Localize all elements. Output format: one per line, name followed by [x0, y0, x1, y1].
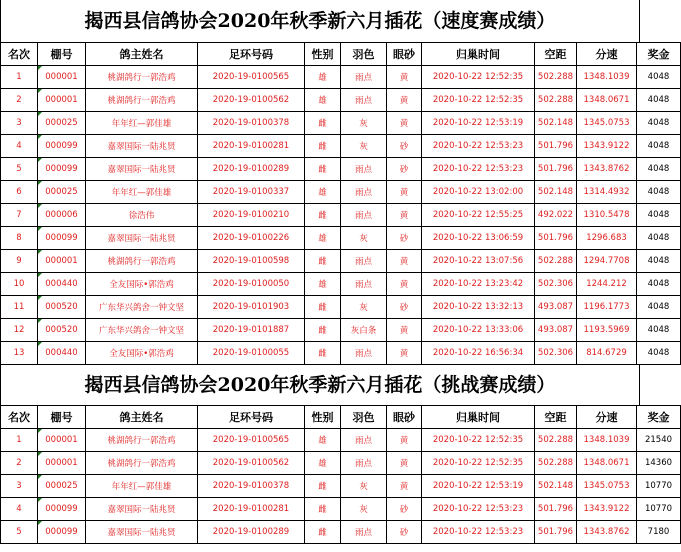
sex-cell: 雌 — [305, 296, 341, 319]
owner-name-cell: 桃湖鸽行一郭浩鸡 — [86, 452, 198, 475]
owner-name-cell: 嘉翠国际一陆兆贤 — [86, 498, 198, 521]
table-row — [1, 204, 681, 227]
arrival-time-cell: 2020-10-22 12:53:23 — [422, 498, 535, 521]
arrival-time-cell: 2020-10-22 13:07:56 — [422, 250, 535, 273]
plumage-cell: 雨点 — [341, 273, 387, 296]
plumage-cell: 灰 — [341, 112, 387, 135]
rank-cell: 5 — [1, 521, 38, 544]
arrival-time-cell: 2020-10-22 12:53:23 — [422, 158, 535, 181]
distance-cell: 501.796 — [535, 135, 577, 158]
loft-number-cell: 000025 — [38, 112, 86, 135]
speed-cell: 1348.0671 — [577, 89, 637, 112]
prize-cell: 21540 — [637, 429, 681, 452]
column-header: 空距 — [535, 43, 577, 66]
column-header: 鸽主姓名 — [86, 43, 198, 66]
table-row — [1, 273, 681, 296]
speed-cell: 1348.1039 — [577, 66, 637, 89]
eye-cell: 黄 — [387, 250, 422, 273]
plumage-cell: 雨点 — [341, 89, 387, 112]
distance-cell: 502.306 — [535, 273, 577, 296]
prize-cell: 4048 — [637, 273, 681, 296]
distance-cell: 502.148 — [535, 475, 577, 498]
loft-number-cell: 000025 — [38, 475, 86, 498]
column-header: 分速 — [577, 406, 637, 429]
distance-cell: 493.087 — [535, 296, 577, 319]
header-row — [1, 43, 681, 66]
owner-name-cell: 桃湖鸽行一郭浩鸡 — [86, 429, 198, 452]
ring-number-cell: 2020-19-0100565 — [198, 66, 305, 89]
eye-cell: 黄 — [387, 181, 422, 204]
owner-name-cell: 年年红—郭佳雄 — [86, 181, 198, 204]
plumage-cell: 灰白条 — [341, 319, 387, 342]
plumage-cell: 灰 — [341, 498, 387, 521]
ring-number-cell: 2020-19-0100050 — [198, 273, 305, 296]
plumage-cell: 雨点 — [341, 250, 387, 273]
owner-name-cell: 嘉翠国际一陆兆贤 — [86, 135, 198, 158]
arrival-time-cell: 2020-10-22 12:53:23 — [422, 135, 535, 158]
distance-cell: 502.288 — [535, 89, 577, 112]
ring-number-cell: 2020-19-0100281 — [198, 498, 305, 521]
speed-race-table — [0, 42, 681, 365]
arrival-time-cell: 2020-10-22 12:52:35 — [422, 89, 535, 112]
speed-cell: 1343.9122 — [577, 135, 637, 158]
owner-name-cell: 桃湖鸽行一郭浩鸡 — [86, 66, 198, 89]
arrival-time-cell: 2020-10-22 12:55:25 — [422, 204, 535, 227]
arrival-time-cell: 2020-10-22 12:52:35 — [422, 66, 535, 89]
ring-number-cell: 2020-19-0101887 — [198, 319, 305, 342]
plumage-cell: 灰 — [341, 296, 387, 319]
column-header: 足环号码 — [198, 406, 305, 429]
rank-cell: 2 — [1, 452, 38, 475]
owner-name-cell: 嘉翠国际一陆兆贤 — [86, 158, 198, 181]
table-row — [1, 250, 681, 273]
table-row — [1, 135, 681, 158]
table-row — [1, 475, 681, 498]
column-header: 名次 — [1, 406, 38, 429]
ring-number-cell: 2020-19-0100055 — [198, 342, 305, 365]
plumage-cell: 灰 — [341, 227, 387, 250]
arrival-time-cell: 2020-10-22 13:33:06 — [422, 319, 535, 342]
table-row — [1, 429, 681, 452]
distance-cell: 502.306 — [535, 342, 577, 365]
arrival-time-cell: 2020-10-22 13:06:59 — [422, 227, 535, 250]
speed-cell: 1348.1039 — [577, 429, 637, 452]
rank-cell: 4 — [1, 135, 38, 158]
plumage-cell: 雨点 — [341, 452, 387, 475]
speed-cell: 1314.4932 — [577, 181, 637, 204]
speed-cell: 1296.683 — [577, 227, 637, 250]
owner-name-cell: 桃湖鸽行一郭浩鸡 — [86, 250, 198, 273]
rank-cell: 3 — [1, 475, 38, 498]
ring-number-cell: 2020-19-0100210 — [198, 204, 305, 227]
column-header: 奖金 — [637, 406, 681, 429]
ring-number-cell: 2020-19-0100565 — [198, 429, 305, 452]
loft-number-cell: 000006 — [38, 204, 86, 227]
speed-cell: 1343.8762 — [577, 158, 637, 181]
eye-cell: 砂 — [387, 158, 422, 181]
plumage-cell: 雨点 — [341, 158, 387, 181]
eye-cell: 黄 — [387, 475, 422, 498]
loft-number-cell: 000099 — [38, 227, 86, 250]
eye-cell: 黄 — [387, 273, 422, 296]
loft-number-cell: 000025 — [38, 181, 86, 204]
sex-cell: 雄 — [305, 452, 341, 475]
rank-cell: 13 — [1, 342, 38, 365]
rank-cell: 3 — [1, 112, 38, 135]
sex-cell: 雌 — [305, 319, 341, 342]
column-header: 棚号 — [38, 406, 86, 429]
table-row — [1, 181, 681, 204]
column-header: 归巢时间 — [422, 406, 535, 429]
loft-number-cell: 000001 — [38, 250, 86, 273]
sex-cell: 雄 — [305, 181, 341, 204]
owner-name-cell: 年年红—郭佳雄 — [86, 112, 198, 135]
prize-cell: 4048 — [637, 181, 681, 204]
arrival-time-cell: 2020-10-22 13:02:00 — [422, 181, 535, 204]
table-row — [1, 452, 681, 475]
ring-number-cell: 2020-19-0100378 — [198, 112, 305, 135]
eye-cell: 黄 — [387, 452, 422, 475]
owner-name-cell: 广东华兴鸽舍一钟文坚 — [86, 296, 198, 319]
sex-cell: 雌 — [305, 135, 341, 158]
table-row — [1, 296, 681, 319]
rank-cell: 2 — [1, 89, 38, 112]
prize-cell: 10770 — [637, 475, 681, 498]
speed-cell: 814.6729 — [577, 342, 637, 365]
plumage-cell: 灰 — [341, 475, 387, 498]
table-row — [1, 89, 681, 112]
prize-cell: 4048 — [637, 112, 681, 135]
owner-name-cell: 徐浩伟 — [86, 204, 198, 227]
rank-cell: 1 — [1, 429, 38, 452]
eye-cell: 黄 — [387, 342, 422, 365]
table-row — [1, 498, 681, 521]
rank-cell: 1 — [1, 66, 38, 89]
table-row — [1, 319, 681, 342]
owner-name-cell: 全友国际•郭浩鸡 — [86, 273, 198, 296]
arrival-time-cell: 2020-10-22 13:32:13 — [422, 296, 535, 319]
sex-cell: 雌 — [305, 158, 341, 181]
owner-name-cell: 桃湖鸽行一郭浩鸡 — [86, 89, 198, 112]
sex-cell: 雌 — [305, 342, 341, 365]
prize-cell: 4048 — [637, 158, 681, 181]
loft-number-cell: 000520 — [38, 296, 86, 319]
loft-number-cell: 000520 — [38, 319, 86, 342]
column-header: 奖金 — [637, 43, 681, 66]
sex-cell: 雄 — [305, 89, 341, 112]
ring-number-cell: 2020-19-0100281 — [198, 135, 305, 158]
arrival-time-cell: 2020-10-22 12:52:35 — [422, 429, 535, 452]
sex-cell: 雄 — [305, 429, 341, 452]
arrival-time-cell: 2020-10-22 16:56:34 — [422, 342, 535, 365]
prize-cell: 4048 — [637, 227, 681, 250]
owner-name-cell: 广东华兴鸽舍一钟文坚 — [86, 319, 198, 342]
distance-cell: 492.022 — [535, 204, 577, 227]
column-header: 眼砂 — [387, 43, 422, 66]
speed-cell: 1193.5969 — [577, 319, 637, 342]
distance-cell: 502.148 — [535, 112, 577, 135]
rank-cell: 8 — [1, 227, 38, 250]
prize-cell: 14360 — [637, 452, 681, 475]
sex-cell: 雄 — [305, 227, 341, 250]
column-header: 鸽主姓名 — [86, 406, 198, 429]
loft-number-cell: 000099 — [38, 521, 86, 544]
distance-cell: 502.148 — [535, 181, 577, 204]
speed-race-title: 揭西县信鸽协会2020年秋季新六月插花（速度赛成绩） — [0, 0, 640, 42]
column-header: 眼砂 — [387, 406, 422, 429]
loft-number-cell: 000001 — [38, 66, 86, 89]
arrival-time-cell: 2020-10-22 13:23:42 — [422, 273, 535, 296]
arrival-time-cell: 2020-10-22 12:53:23 — [422, 521, 535, 544]
ring-number-cell: 2020-19-0100226 — [198, 227, 305, 250]
sex-cell: 雌 — [305, 112, 341, 135]
plumage-cell: 雨点 — [341, 342, 387, 365]
column-header: 羽色 — [341, 406, 387, 429]
column-header: 羽色 — [341, 43, 387, 66]
rank-cell: 7 — [1, 204, 38, 227]
eye-cell: 黄 — [387, 89, 422, 112]
arrival-time-cell: 2020-10-22 12:53:19 — [422, 475, 535, 498]
owner-name-cell: 年年红—郭佳雄 — [86, 475, 198, 498]
speed-cell: 1343.8762 — [577, 521, 637, 544]
rank-cell: 5 — [1, 158, 38, 181]
table-row — [1, 112, 681, 135]
plumage-cell: 雨点 — [341, 181, 387, 204]
rank-cell: 11 — [1, 296, 38, 319]
table-row — [1, 158, 681, 181]
speed-cell: 1345.0753 — [577, 112, 637, 135]
prize-cell: 4048 — [637, 66, 681, 89]
eye-cell: 砂 — [387, 227, 422, 250]
eye-cell: 砂 — [387, 521, 422, 544]
loft-number-cell: 000099 — [38, 158, 86, 181]
rank-cell: 12 — [1, 319, 38, 342]
column-header: 性别 — [305, 43, 341, 66]
prize-cell: 4048 — [637, 204, 681, 227]
header-row — [1, 406, 681, 429]
eye-cell: 黄 — [387, 66, 422, 89]
table-row — [1, 66, 681, 89]
distance-cell: 501.796 — [535, 227, 577, 250]
sex-cell: 雌 — [305, 475, 341, 498]
sex-cell: 雄 — [305, 66, 341, 89]
prize-cell: 4048 — [637, 342, 681, 365]
plumage-cell: 雨点 — [341, 429, 387, 452]
distance-cell: 502.288 — [535, 452, 577, 475]
column-header: 归巢时间 — [422, 43, 535, 66]
owner-name-cell: 全友国际•郭浩鸡 — [86, 342, 198, 365]
speed-cell: 1294.7708 — [577, 250, 637, 273]
column-header: 性别 — [305, 406, 341, 429]
prize-cell: 10770 — [637, 498, 681, 521]
eye-cell: 黄 — [387, 112, 422, 135]
prize-cell: 4048 — [637, 250, 681, 273]
table-row — [1, 342, 681, 365]
table-row — [1, 227, 681, 250]
rank-cell: 6 — [1, 181, 38, 204]
loft-number-cell: 000001 — [38, 452, 86, 475]
column-header: 分速 — [577, 43, 637, 66]
column-header: 空距 — [535, 406, 577, 429]
distance-cell: 501.796 — [535, 521, 577, 544]
distance-cell: 501.796 — [535, 158, 577, 181]
prize-cell: 4048 — [637, 296, 681, 319]
eye-cell: 砂 — [387, 498, 422, 521]
plumage-cell: 雨点 — [341, 521, 387, 544]
sex-cell: 雄 — [305, 273, 341, 296]
plumage-cell: 雨点 — [341, 204, 387, 227]
distance-cell: 502.288 — [535, 250, 577, 273]
challenge-race-table — [0, 405, 681, 544]
loft-number-cell: 000099 — [38, 135, 86, 158]
distance-cell: 502.288 — [535, 429, 577, 452]
prize-cell: 4048 — [637, 89, 681, 112]
owner-name-cell: 嘉翠国际一陆兆贤 — [86, 521, 198, 544]
rank-cell: 9 — [1, 250, 38, 273]
distance-cell: 493.087 — [535, 319, 577, 342]
eye-cell: 黄 — [387, 429, 422, 452]
column-header: 足环号码 — [198, 43, 305, 66]
sex-cell: 雌 — [305, 250, 341, 273]
column-header: 棚号 — [38, 43, 86, 66]
speed-cell: 1310.5478 — [577, 204, 637, 227]
loft-number-cell: 000440 — [38, 273, 86, 296]
ring-number-cell: 2020-19-0100378 — [198, 475, 305, 498]
speed-cell: 1196.1773 — [577, 296, 637, 319]
ring-number-cell: 2020-19-0100289 — [198, 158, 305, 181]
sex-cell: 雌 — [305, 204, 341, 227]
table-row — [1, 521, 681, 544]
eye-cell: 黄 — [387, 319, 422, 342]
arrival-time-cell: 2020-10-22 12:53:19 — [422, 112, 535, 135]
distance-cell: 502.288 — [535, 66, 577, 89]
prize-cell: 4048 — [637, 135, 681, 158]
challenge-race-title: 揭西县信鸽协会2020年秋季新六月插花（挑战赛成绩） — [0, 365, 640, 405]
ring-number-cell: 2020-19-0100289 — [198, 521, 305, 544]
arrival-time-cell: 2020-10-22 12:52:35 — [422, 452, 535, 475]
ring-number-cell: 2020-19-0100598 — [198, 250, 305, 273]
distance-cell: 501.796 — [535, 498, 577, 521]
rank-cell: 4 — [1, 498, 38, 521]
ring-number-cell: 2020-19-0101903 — [198, 296, 305, 319]
owner-name-cell: 嘉翠国际一陆兆贤 — [86, 227, 198, 250]
eye-cell: 黄 — [387, 204, 422, 227]
eye-cell: 砂 — [387, 135, 422, 158]
loft-number-cell: 000099 — [38, 498, 86, 521]
prize-cell: 4048 — [637, 319, 681, 342]
speed-cell: 1244.212 — [577, 273, 637, 296]
ring-number-cell: 2020-19-0100337 — [198, 181, 305, 204]
column-header: 名次 — [1, 43, 38, 66]
rank-cell: 10 — [1, 273, 38, 296]
ring-number-cell: 2020-19-0100562 — [198, 452, 305, 475]
plumage-cell: 灰 — [341, 135, 387, 158]
loft-number-cell: 000001 — [38, 429, 86, 452]
ring-number-cell: 2020-19-0100562 — [198, 89, 305, 112]
eye-cell: 砂 — [387, 296, 422, 319]
loft-number-cell: 000001 — [38, 89, 86, 112]
plumage-cell: 雨点 — [341, 66, 387, 89]
speed-cell: 1343.9122 — [577, 498, 637, 521]
loft-number-cell: 000440 — [38, 342, 86, 365]
sex-cell: 雌 — [305, 521, 341, 544]
speed-cell: 1345.0753 — [577, 475, 637, 498]
speed-cell: 1348.0671 — [577, 452, 637, 475]
sex-cell: 雌 — [305, 498, 341, 521]
prize-cell: 7180 — [637, 521, 681, 544]
